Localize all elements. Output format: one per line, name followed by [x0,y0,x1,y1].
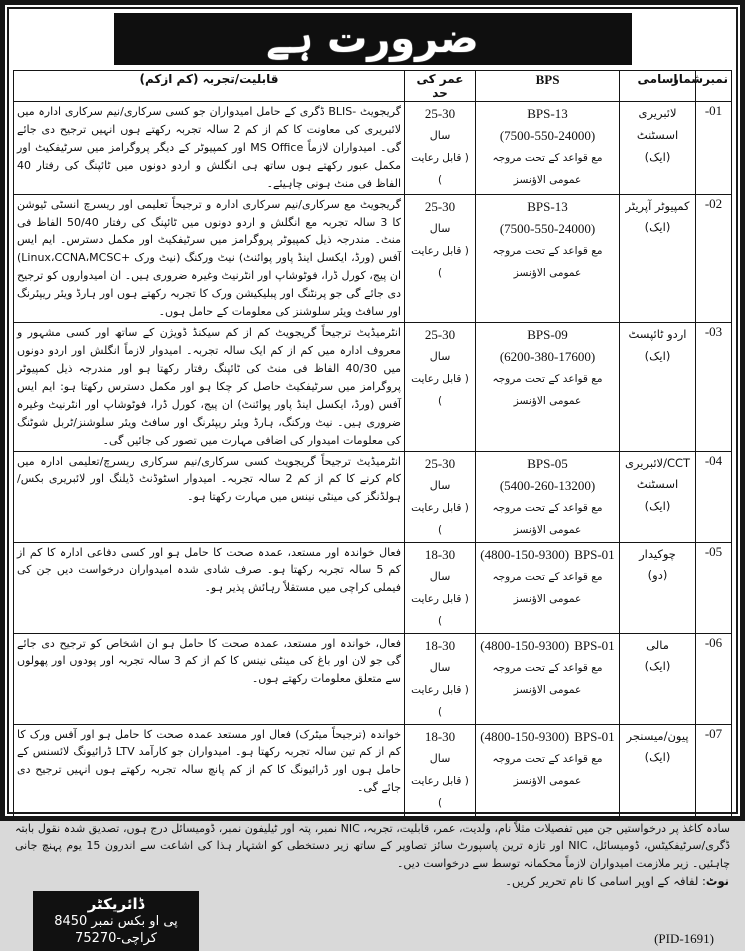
pid-label: (PID-1691) [654,931,714,947]
bottom-row [13,889,732,951]
serial-cell: -01 [696,102,732,195]
header-qualification: قابلیت/تجربہ (کم ازکم) [14,71,405,102]
age-unit: سال [429,660,451,674]
post-count: (ایک) [644,499,671,514]
bps-allowances-note: مع قواعد کے تحت مروجہ عمومی الاؤنسز [492,501,603,536]
city-postal-code: کراچی-75270 [75,931,157,947]
age-cell [405,633,476,724]
age-unit: سال [429,129,451,142]
post-cell [620,451,696,542]
qualification-cell: خواندہ (ترجیحاً میٹرک) فعال اور مستعد عمدہ صحت کا حامل ہو اور آفس ورک کا کم از کم تین سالہ تجربہ رکھتا ہو۔ امیدواران جو کارآمد LTV ڈرائیونگ لائسنس کے حامل ہوں اور ڈرائیونگ کا کم از کم پانچ سالہ تجربہ رکھتے ہوں انہیں ترجیح دی جائے گی۔ [14,724,405,816]
bps-scale: (7500-550-24000) [499,128,596,143]
bps-scale: (4800-150-9300) [480,546,570,562]
bps-allowances-note: مع قواعد کے تحت مروجہ عمومی الاؤنسز [492,152,603,186]
header-age: عمر کی حد [405,71,476,102]
post-name: CCT/لائبریری اسسٹنٹ [624,455,691,492]
age-range: 18-30 [424,637,456,653]
bps-grade: BPS-09 [527,327,568,343]
age-relaxation-note: ( قابل رعایت ) [411,683,469,718]
post-name: لائبریری اسسٹنٹ [636,106,679,142]
age-unit: سال [429,221,451,235]
table-row [14,633,732,724]
post-count: (دو) [647,568,668,583]
post-count: (ایک) [644,750,671,765]
post-cell [620,323,696,451]
border-gap [5,5,740,947]
bps-cell [476,451,620,542]
table-row [14,451,732,542]
serial-cell: -02 [696,194,732,322]
bps-grade: BPS-01 [574,637,615,653]
table-row [14,323,732,451]
post-count: (ایک) [644,659,671,674]
serial-cell: -06 [696,633,732,724]
age-cell [405,323,476,451]
note-text: : لفافہ کے اوپر اسامی کا نام تحریر کریں۔ [505,874,706,889]
qualification-cell: فعال، خواندہ اور مستعد، عمدہ صحت کا حامل ہو ان اشخاص کو ترجیح دی جائے گی جو لان اور باغ کی مینٹی نینس کا کم از کم 3 سالہ تجربہ اور پودوں اور پھولوں سے متعلق معلومات رکھتے ہوں۔ [14,633,405,724]
bps-cell [476,102,620,195]
age-relaxation-note: ( قابل رعایت ) [411,774,469,809]
post-cell [620,194,696,322]
bps-allowances-note: مع قواعد کے تحت مروجہ عمومی الاؤنسز [492,373,603,408]
post-cell [620,724,696,816]
table-row [14,102,732,195]
serial-cell: -05 [696,542,732,633]
qualification-cell: فعال خواندہ اور مستعد، عمدہ صحت کا حامل ہو اور کسی دفاعی ادارہ کا کم از کم 5 سالہ تجربہ رکھتا ہو۔ صرف شادی شدہ امیدواران درخواست دیں جن کی فیملی کراچی میں مستقلاً رہائش پذیر ہو۔ [14,542,405,633]
table-row [14,542,732,633]
bps-scale: (6200-380-17600) [499,349,596,365]
post-cell [620,542,696,633]
serial-cell: -04 [696,451,732,542]
bps-allowances-note: مع قواعد کے تحت مروجہ عمومی الاؤنسز [492,752,603,787]
jobs-table [13,70,732,817]
bps-grade: BPS-13 [527,106,568,121]
qualification-cell: گریجویٹ -BLIS ڈگری کے حامل امیدواران جو کسی سرکاری/نیم سرکاری ادارہ میں لائبریری کی معاونت کا کم از کم 2 سالہ تجربہ رکھتے ہوں انہیں ترجیح دی جائے گی۔ امیدواران لازماً MS Office اور کمپیوٹر کے دیگر پروگرامز میں سرٹیفکیٹ اور مکمل عبور رکھتے ہوں ساتھ ہی انگلش و اردو دونوں میں ٹائپنگ کی رفتار 40 الفاظ فی منٹ ہونی چاہیئے۔ [14,102,405,195]
post-name: پیون/میسنجر [626,728,689,743]
bps-cell [476,633,620,724]
title-banner [114,13,632,65]
bps-cell [476,323,620,451]
age-range: 25-30 [424,455,456,471]
age-cell [405,102,476,195]
ad-content-frame [7,7,738,947]
post-name: کمپیوٹر آپریٹر [625,198,690,213]
qualification-cell: انٹرمیڈیٹ ترجیحاً گریجویٹ کم از کم سیکنڈ ڈویژن کے ساتھ اور کسی مشہور و معروف ادارہ میں کم از کم ایک سالہ تجربہ۔ امیدوار لازماً انگلش اور اردو دونوں میں 40/30 الفاظ فی منٹ کی ٹائپنگ رفتار رکھتا ہو اور مندرجہ ذیل کمپیوٹر پروگرامز میں سرٹیفکیٹ حاصل کر چکا ہو اور مکمل دسترس رکھتا ہو: ایم ایس آفس (ورڈ، ایکسل اینڈ پاور پوائنٹ) ان پیج، کورل ڈرا، فوٹوشاپ اور انٹرنیٹ وغیرہ ضروری ہیں۔ نیٹ ورکنگ، ہارڈ ویئر ریپئرنگ اور سافٹ ویئر سلوشنز/ٹربل شوٹنگ کی معلومات امیدوار کی اضافی مہارت میں تصور کی جائیں گی۔ [14,323,405,451]
post-name: اردو ٹائپسٹ [628,327,687,342]
bps-cell [476,194,620,322]
serial-cell: -07 [696,724,732,816]
age-cell [405,542,476,633]
director-address-box [33,891,199,951]
bps-grade: BPS-13 [527,198,568,214]
age-relaxation-note: ( قابل رعایت ) [411,373,469,408]
post-cell [620,102,696,195]
age-range: 25-30 [424,198,456,214]
header-bps: BPS [476,71,620,102]
ad-title: ضرورت ہے [266,16,479,62]
age-range: 25-30 [424,327,456,343]
post-name: چوکیدار [639,546,676,561]
po-box-number: پی او بکس نمبر 8450 [54,914,178,930]
bps-scale: (7500-550-24000) [499,220,596,236]
post-cell [620,633,696,724]
bps-grade: BPS-01 [574,546,615,562]
bps-cell [476,542,620,633]
age-unit: سال [429,350,451,364]
bps-scale: (4800-150-9300) [480,637,570,653]
qualification-cell: گریجویٹ مع سرکاری/نیم سرکاری ادارہ و ترجیحاً تعلیمی اور ریسرچ انسٹی ٹیوشن کا 3 سالہ تجربہ مع انگلش و اردو دونوں میں ٹائپنگ کی رفتار 50/40 الفاظ فی منٹ۔ مندرجہ ذیل کمپیوٹر پروگرامز میں سرٹیفکیٹ اور مکمل دسترس۔ ایم ایس آفس (ورڈ، ایکسل اینڈ پاور پوائنٹ) نیٹ ورکنگ (نیٹ ورک +Linux،CCNA،MCSC) ان پیج، کورل ڈرا، فوٹوشاپ اور انٹرنیٹ وغیرہ ضروری ہیں۔ ان امیدواروں کو ترجیح دی جائے گی جو پرنٹنگ اور پبلیکیشن ورک کا تجربہ رکھتے ہوں اور ہارڈ ویئر ریپئرنگ اور سافٹ ویئر سلوشنز کی معلومات کے حامل ہوں۔ [14,194,405,322]
post-name: مالی [646,637,669,652]
age-unit: سال [429,569,451,583]
bps-allowances-note: مع قواعد کے تحت مروجہ عمومی الاؤنسز [492,244,603,279]
header-post: اسامی [620,71,696,102]
note-label: نوٹ [705,874,729,889]
bps-cell [476,724,620,816]
bps-scale: (5400-260-13200) [499,477,596,493]
age-unit: سال [429,478,451,492]
age-range: 25-30 [424,106,456,121]
post-count: (ایک) [644,149,671,164]
post-count: (ایک) [644,220,671,235]
director-title: ڈائریکٹر [87,895,145,914]
age-range: 18-30 [424,728,456,744]
serial-cell: -03 [696,323,732,451]
bps-grade: BPS-05 [527,455,568,471]
bps-scale: (4800-150-9300) [480,728,570,744]
age-range: 18-30 [424,546,456,562]
age-relaxation-note: ( قابل رعایت ) [411,244,469,279]
table-row [14,194,732,322]
age-relaxation-note: ( قابل رعایت ) [411,501,469,536]
envelope-note [13,874,729,888]
age-unit: سال [429,751,451,765]
table-header-row [14,71,732,102]
age-cell [405,451,476,542]
age-relaxation-note: ( قابل رعایت ) [411,152,469,186]
age-cell [405,194,476,322]
table-row [14,724,732,816]
age-relaxation-note: ( قابل رعایت ) [411,592,469,627]
header-serial: نمبرشمار [696,71,732,102]
qualification-cell: انٹرمیڈیٹ ترجیحاً گریجویٹ کسی سرکاری/نیم سرکاری ریسرچ/تعلیمی ادارہ میں کام کرنے کا کم از کم 2 سالہ تجربہ۔ امیدوار اسٹوڈنٹ ڈیلنگ اور لائبریری بکس/ہولڈنگز کی مینٹی نینس میں مہارت رکھتا ہو۔ [14,451,405,542]
bps-grade: BPS-01 [574,728,615,744]
bps-allowances-note: مع قواعد کے تحت مروجہ عمومی الاؤنسز [492,661,603,696]
post-count: (ایک) [644,348,671,363]
age-cell [405,724,476,816]
application-instructions: سادہ کاغذ پر درخواستیں جن میں تفصیلات مثلاً نام، ولدیت، عمر، قابلیت، تجربہ، NIC نمبر، پتہ اور ٹیلیفون نمبر، ڈومیسائل درج ہوں، تصدیق شدہ نقول بابتہ ڈگری/سرٹیفکیٹس، ڈومیسائل، NIC اور تازہ ترین پاسپورٹ سائز تصاویر کے ساتھ زیر دستخطی کو اشتہار ہذا کی اشاعت سے اندرون 15 یوم پہنچ جانی چاہئیں۔ زیر ملازمت امیدواران لازماً محکمانہ توسط سے درخواست دیں۔ [15,821,731,870]
bps-allowances-note: مع قواعد کے تحت مروجہ عمومی الاؤنسز [492,570,603,605]
